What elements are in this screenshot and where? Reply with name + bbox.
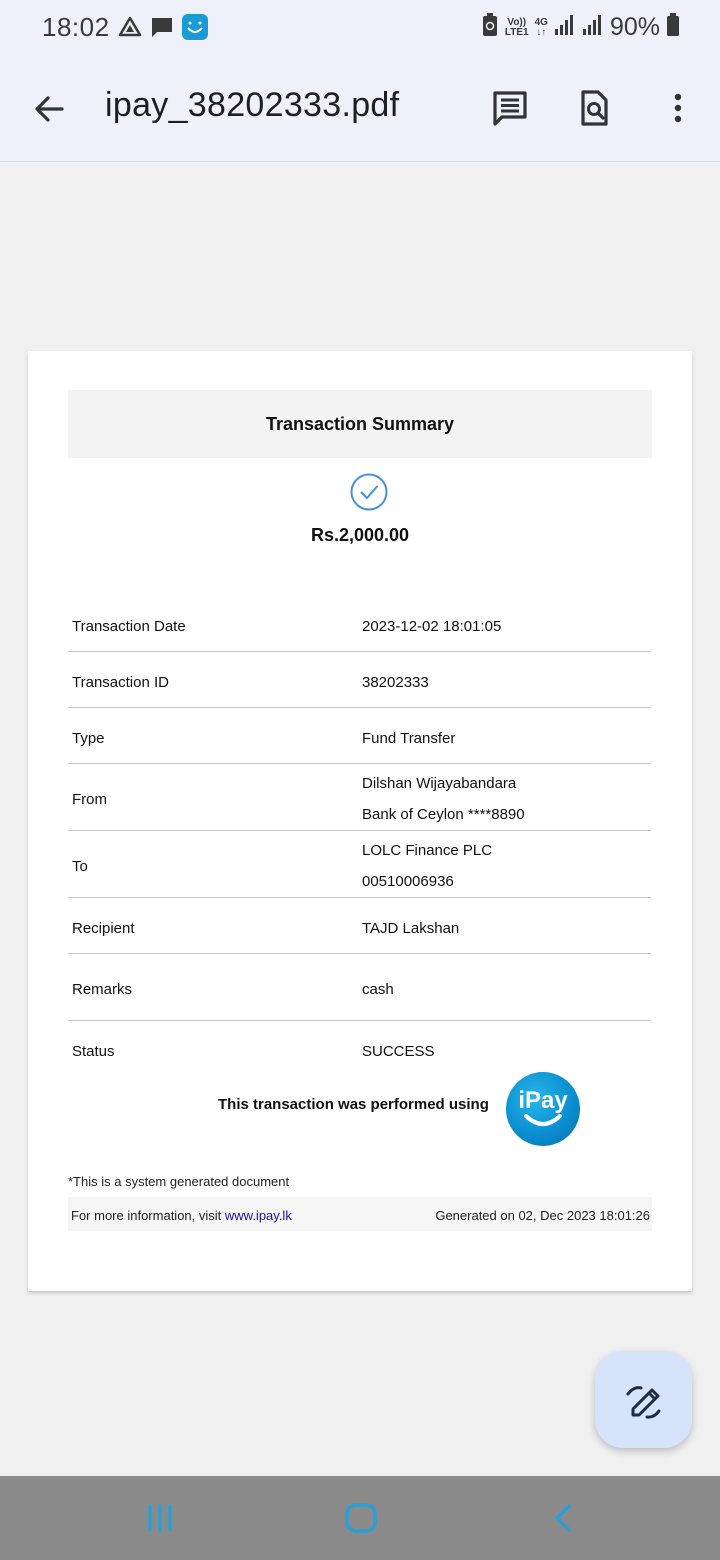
recent-apps-icon [145, 1503, 175, 1533]
ipay-logo [506, 1072, 580, 1146]
system-nav-bar [0, 1476, 720, 1560]
signal-icon [554, 14, 576, 41]
system-generated-note: *This is a system generated document [68, 1174, 290, 1189]
home-button[interactable] [339, 1496, 383, 1540]
drive-icon [118, 15, 142, 44]
detail-row-from [68, 764, 651, 831]
home-icon [344, 1501, 378, 1535]
battery-icon [666, 13, 680, 42]
find-in-page-button[interactable] [572, 86, 616, 130]
battery-percent: 90% [609, 13, 660, 41]
notification-icons [118, 14, 208, 45]
detail-value: cash [362, 981, 394, 998]
detail-value: TAJD Lakshan [362, 920, 460, 937]
message-icon [150, 15, 174, 44]
detail-value: 2023-12-02 18:01:05 [362, 618, 502, 635]
edit-icon [624, 1380, 664, 1420]
edit-fab[interactable] [595, 1351, 692, 1448]
network-type-label: 4G [534, 16, 548, 28]
detail-row-id [68, 652, 651, 708]
performed-using-text: This transaction was performed using [218, 1096, 489, 1113]
detail-value: Fund Transfer [362, 730, 456, 747]
detail-value-line2: Bank of Ceylon ****8890 [362, 806, 525, 823]
generated-timestamp: Generated on 02, Dec 2023 18:01:26 [435, 1208, 650, 1223]
detail-row-date [68, 595, 651, 652]
status-bar [0, 0, 720, 56]
back-nav-icon [549, 1503, 579, 1533]
detail-label: Type [72, 730, 105, 747]
detail-row-type [68, 708, 651, 764]
comment-icon [490, 88, 530, 128]
more-options-button[interactable] [656, 86, 700, 130]
ipay-app-icon [182, 14, 208, 45]
detail-label: Remarks [72, 981, 133, 998]
status-time: 18:02 [42, 12, 110, 42]
signal-icon-2 [582, 14, 604, 41]
detail-row-status [68, 1021, 651, 1077]
lte-label: LTE1 [504, 26, 529, 38]
detail-label: To [72, 858, 88, 875]
detail-value-line1: LOLC Finance PLC [362, 842, 493, 859]
footer-info [71, 1208, 292, 1223]
detail-value: 38202333 [362, 674, 429, 691]
detail-row-to [68, 831, 651, 898]
detail-row-remarks [68, 954, 651, 1021]
detail-value-line1: Dilshan Wijayabandara [362, 775, 517, 792]
volte-label: Vo)) [507, 16, 527, 28]
detail-label: Recipient [72, 920, 135, 937]
arrow-back-icon [32, 92, 66, 126]
ipay-website-link[interactable]: www.ipay.lk [224, 1208, 292, 1223]
volte-indicator [505, 18, 529, 38]
ipay-logo-text: iPay [518, 1087, 568, 1114]
footer-prefix: For more information, visit [71, 1208, 225, 1223]
detail-label: Transaction Date [72, 618, 186, 635]
detail-row-recipient [68, 898, 651, 954]
detail-value-line2: 00510006936 [362, 873, 454, 890]
recent-apps-button[interactable] [138, 1496, 182, 1540]
status-value: SUCCESS [362, 1043, 435, 1060]
back-nav-button[interactable] [542, 1496, 586, 1540]
ipay-logo-graphic [506, 1072, 580, 1146]
more-options-icon [668, 88, 688, 128]
success-check-icon [349, 472, 389, 512]
transaction-details [68, 595, 651, 1077]
document-footer [68, 1197, 652, 1231]
document-title: ipay_38202333.pdf [105, 86, 400, 124]
summary-header: Transaction Summary [68, 390, 652, 458]
transaction-amount: Rs.2,000.00 [310, 525, 410, 545]
find-in-page-icon [574, 88, 614, 128]
battery-saver-icon [481, 12, 499, 43]
network-type-indicator [535, 18, 548, 38]
app-bar [0, 56, 720, 162]
comment-button[interactable] [488, 86, 532, 130]
back-button[interactable] [28, 88, 70, 130]
detail-label: Status [72, 1043, 115, 1060]
data-arrows-icon: ↓↑ [536, 26, 547, 38]
system-status [481, 12, 680, 43]
detail-label: From [72, 791, 107, 808]
pdf-page[interactable] [28, 351, 692, 1291]
detail-label: Transaction ID [72, 674, 169, 691]
